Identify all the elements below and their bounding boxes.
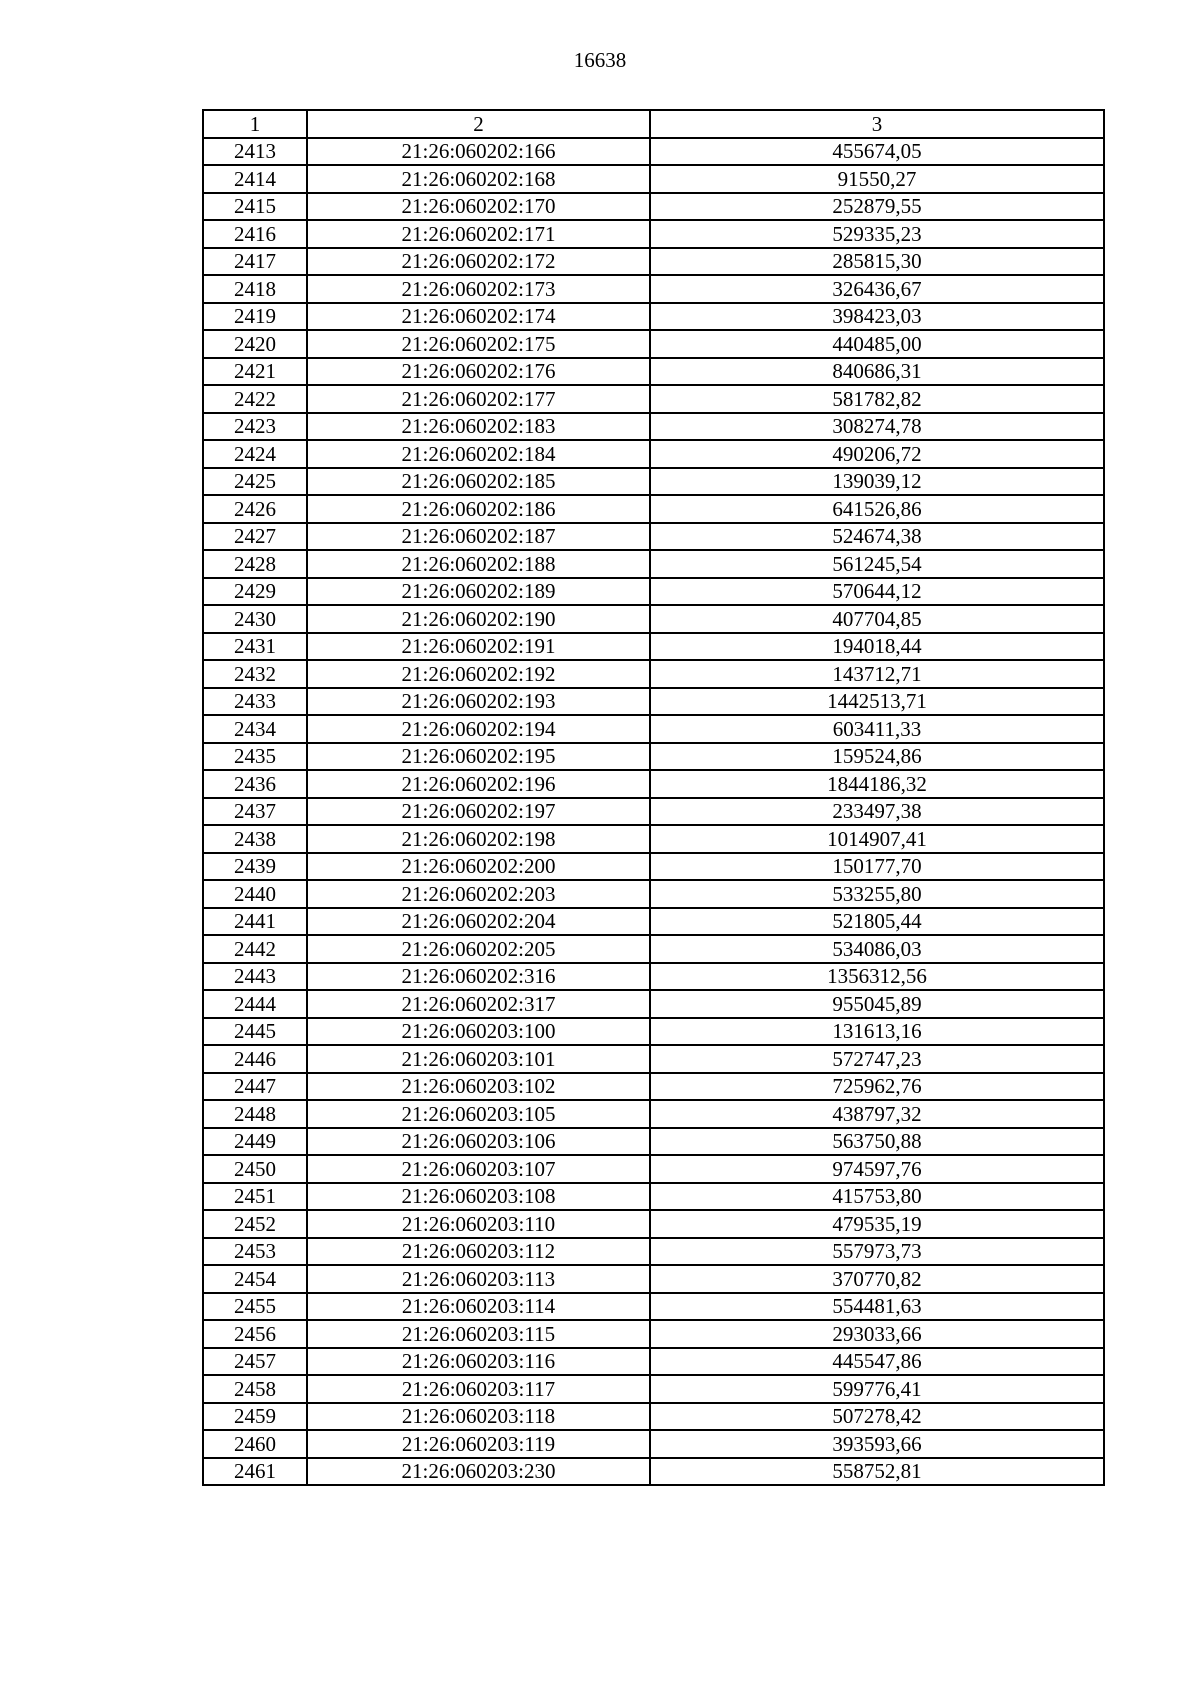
row-number-cell: 2452 (203, 1210, 307, 1238)
row-number-cell: 2413 (203, 138, 307, 166)
value-cell: 554481,63 (650, 1293, 1104, 1321)
page-number: 16638 (573, 48, 627, 72)
row-number-cell: 2459 (203, 1403, 307, 1431)
cadastral-number-cell: 21:26:060202:193 (307, 688, 650, 716)
row-number-cell: 2417 (203, 248, 307, 276)
cadastral-number-cell: 21:26:060202:177 (307, 385, 650, 413)
row-number-cell: 2418 (203, 275, 307, 303)
table-header-row (203, 110, 1104, 138)
table-row (203, 440, 1104, 468)
cadastral-number-cell: 21:26:060203:114 (307, 1293, 650, 1321)
column-header: 1 (203, 110, 307, 138)
table-row (203, 1155, 1104, 1183)
row-number-cell: 2457 (203, 1348, 307, 1376)
row-number-cell: 2449 (203, 1128, 307, 1156)
value-cell: 159524,86 (650, 743, 1104, 771)
value-cell: 326436,67 (650, 275, 1104, 303)
row-number-cell: 2420 (203, 330, 307, 358)
value-cell: 252879,55 (650, 193, 1104, 221)
cadastral-number-cell: 21:26:060202:172 (307, 248, 650, 276)
table-row (203, 688, 1104, 716)
value-cell: 91550,27 (650, 165, 1104, 193)
value-cell: 641526,86 (650, 495, 1104, 523)
cadastral-number-cell: 21:26:060203:113 (307, 1265, 650, 1293)
row-number-cell: 2461 (203, 1458, 307, 1486)
value-cell: 534086,03 (650, 935, 1104, 963)
row-number-cell: 2432 (203, 660, 307, 688)
row-number-cell: 2428 (203, 550, 307, 578)
cadastral-number-cell: 21:26:060203:116 (307, 1348, 650, 1376)
row-number-cell: 2426 (203, 495, 307, 523)
value-cell: 438797,32 (650, 1100, 1104, 1128)
value-cell: 558752,81 (650, 1458, 1104, 1486)
value-cell: 533255,80 (650, 880, 1104, 908)
row-number-cell: 2445 (203, 1018, 307, 1046)
table-row (203, 880, 1104, 908)
cadastral-number-cell: 21:26:060203:102 (307, 1073, 650, 1101)
value-cell: 194018,44 (650, 633, 1104, 661)
value-cell: 131613,16 (650, 1018, 1104, 1046)
cadastral-number-cell: 21:26:060202:184 (307, 440, 650, 468)
table-row (203, 138, 1104, 166)
row-number-cell: 2438 (203, 825, 307, 853)
cadastral-number-cell: 21:26:060203:106 (307, 1128, 650, 1156)
value-cell: 1356312,56 (650, 963, 1104, 991)
value-cell: 561245,54 (650, 550, 1104, 578)
value-cell: 521805,44 (650, 908, 1104, 936)
cadastral-number-cell: 21:26:060202:205 (307, 935, 650, 963)
cadastral-number-cell: 21:26:060203:107 (307, 1155, 650, 1183)
table-row (203, 1320, 1104, 1348)
cadastral-number-cell: 21:26:060202:191 (307, 633, 650, 661)
table-row (203, 1100, 1104, 1128)
cadastral-number-cell: 21:26:060202:200 (307, 853, 650, 881)
cadastral-number-cell: 21:26:060203:108 (307, 1183, 650, 1211)
value-cell: 507278,42 (650, 1403, 1104, 1431)
value-cell: 490206,72 (650, 440, 1104, 468)
cadastral-number-cell: 21:26:060202:168 (307, 165, 650, 193)
value-cell: 840686,31 (650, 358, 1104, 386)
cadastral-number-cell: 21:26:060202:203 (307, 880, 650, 908)
column-header: 3 (650, 110, 1104, 138)
table-row (203, 193, 1104, 221)
row-number-cell: 2429 (203, 578, 307, 606)
cadastral-number-cell: 21:26:060203:230 (307, 1458, 650, 1486)
row-number-cell: 2451 (203, 1183, 307, 1211)
value-cell: 415753,80 (650, 1183, 1104, 1211)
table-row (203, 1403, 1104, 1431)
cadastral-number-cell: 21:26:060202:185 (307, 468, 650, 496)
cadastral-number-cell: 21:26:060202:190 (307, 605, 650, 633)
row-number-cell: 2453 (203, 1238, 307, 1266)
value-cell: 572747,23 (650, 1045, 1104, 1073)
cadastral-number-cell: 21:26:060202:189 (307, 578, 650, 606)
table-row (203, 660, 1104, 688)
table-row (203, 1293, 1104, 1321)
row-number-cell: 2446 (203, 1045, 307, 1073)
value-cell: 293033,66 (650, 1320, 1104, 1348)
cadastral-number-cell: 21:26:060202:187 (307, 523, 650, 551)
row-number-cell: 2442 (203, 935, 307, 963)
value-cell: 440485,00 (650, 330, 1104, 358)
table-row (203, 633, 1104, 661)
value-cell: 285815,30 (650, 248, 1104, 276)
value-cell: 393593,66 (650, 1430, 1104, 1458)
cadastral-number-cell: 21:26:060203:117 (307, 1375, 650, 1403)
row-number-cell: 2421 (203, 358, 307, 386)
row-number-cell: 2423 (203, 413, 307, 441)
row-number-cell: 2439 (203, 853, 307, 881)
cadastral-number-cell: 21:26:060202:195 (307, 743, 650, 771)
row-number-cell: 2448 (203, 1100, 307, 1128)
cadastral-number-cell: 21:26:060202:183 (307, 413, 650, 441)
table-row (203, 248, 1104, 276)
table-row (203, 275, 1104, 303)
table-row (203, 303, 1104, 331)
value-cell: 570644,12 (650, 578, 1104, 606)
value-cell: 557973,73 (650, 1238, 1104, 1266)
cadastral-number-cell: 21:26:060202:188 (307, 550, 650, 578)
table-row (203, 220, 1104, 248)
table-row (203, 495, 1104, 523)
row-number-cell: 2437 (203, 798, 307, 826)
table-row (203, 825, 1104, 853)
row-number-cell: 2443 (203, 963, 307, 991)
table-row (203, 990, 1104, 1018)
table-row (203, 715, 1104, 743)
value-cell: 955045,89 (650, 990, 1104, 1018)
cadastral-number-cell: 21:26:060202:166 (307, 138, 650, 166)
cadastral-number-cell: 21:26:060203:115 (307, 1320, 650, 1348)
value-cell: 370770,82 (650, 1265, 1104, 1293)
row-number-cell: 2435 (203, 743, 307, 771)
row-number-cell: 2440 (203, 880, 307, 908)
table-row (203, 743, 1104, 771)
cadastral-number-cell: 21:26:060203:112 (307, 1238, 650, 1266)
cadastral-number-cell: 21:26:060202:197 (307, 798, 650, 826)
value-cell: 529335,23 (650, 220, 1104, 248)
value-cell: 143712,71 (650, 660, 1104, 688)
value-cell: 524674,38 (650, 523, 1104, 551)
row-number-cell: 2434 (203, 715, 307, 743)
table-row (203, 908, 1104, 936)
table-row (203, 413, 1104, 441)
table-row (203, 1458, 1104, 1486)
cadastral-number-cell: 21:26:060202:171 (307, 220, 650, 248)
table-row (203, 605, 1104, 633)
value-cell: 308274,78 (650, 413, 1104, 441)
cadastral-number-cell: 21:26:060202:198 (307, 825, 650, 853)
data-table (202, 109, 1105, 1486)
column-header: 2 (307, 110, 650, 138)
row-number-cell: 2433 (203, 688, 307, 716)
row-number-cell: 2444 (203, 990, 307, 1018)
table-row (203, 853, 1104, 881)
cadastral-number-cell: 21:26:060203:100 (307, 1018, 650, 1046)
value-cell: 725962,76 (650, 1073, 1104, 1101)
value-cell: 407704,85 (650, 605, 1104, 633)
row-number-cell: 2424 (203, 440, 307, 468)
table-row (203, 1045, 1104, 1073)
value-cell: 445547,86 (650, 1348, 1104, 1376)
row-number-cell: 2430 (203, 605, 307, 633)
table-row (203, 468, 1104, 496)
row-number-cell: 2458 (203, 1375, 307, 1403)
cadastral-number-cell: 21:26:060202:192 (307, 660, 650, 688)
table-row (203, 385, 1104, 413)
cadastral-number-cell: 21:26:060202:196 (307, 770, 650, 798)
row-number-cell: 2460 (203, 1430, 307, 1458)
table-row (203, 1430, 1104, 1458)
table-row (203, 1265, 1104, 1293)
table-row (203, 358, 1104, 386)
row-number-cell: 2455 (203, 1293, 307, 1321)
row-number-cell: 2422 (203, 385, 307, 413)
cadastral-number-cell: 21:26:060202:186 (307, 495, 650, 523)
table-row (203, 578, 1104, 606)
cadastral-number-cell: 21:26:060202:170 (307, 193, 650, 221)
value-cell: 1442513,71 (650, 688, 1104, 716)
value-cell: 599776,41 (650, 1375, 1104, 1403)
cadastral-number-cell: 21:26:060203:101 (307, 1045, 650, 1073)
value-cell: 398423,03 (650, 303, 1104, 331)
row-number-cell: 2415 (203, 193, 307, 221)
table-row (203, 1375, 1104, 1403)
value-cell: 455674,05 (650, 138, 1104, 166)
table-row (203, 935, 1104, 963)
value-cell: 479535,19 (650, 1210, 1104, 1238)
row-number-cell: 2454 (203, 1265, 307, 1293)
row-number-cell: 2436 (203, 770, 307, 798)
row-number-cell: 2425 (203, 468, 307, 496)
value-cell: 139039,12 (650, 468, 1104, 496)
value-cell: 581782,82 (650, 385, 1104, 413)
table-body (203, 138, 1104, 1486)
table-row (203, 963, 1104, 991)
table-row (203, 1238, 1104, 1266)
table-row (203, 770, 1104, 798)
table-row (203, 550, 1104, 578)
row-number-cell: 2441 (203, 908, 307, 936)
cadastral-number-cell: 21:26:060203:105 (307, 1100, 650, 1128)
cadastral-number-cell: 21:26:060202:317 (307, 990, 650, 1018)
row-number-cell: 2414 (203, 165, 307, 193)
table-row (203, 1128, 1104, 1156)
table-row (203, 523, 1104, 551)
table-row (203, 1073, 1104, 1101)
row-number-cell: 2447 (203, 1073, 307, 1101)
row-number-cell: 2450 (203, 1155, 307, 1183)
cadastral-number-cell: 21:26:060203:119 (307, 1430, 650, 1458)
cadastral-number-cell: 21:26:060202:173 (307, 275, 650, 303)
row-number-cell: 2456 (203, 1320, 307, 1348)
row-number-cell: 2416 (203, 220, 307, 248)
cadastral-number-cell: 21:26:060202:316 (307, 963, 650, 991)
value-cell: 150177,70 (650, 853, 1104, 881)
row-number-cell: 2419 (203, 303, 307, 331)
row-number-cell: 2427 (203, 523, 307, 551)
value-cell: 974597,76 (650, 1155, 1104, 1183)
table-row (203, 1018, 1104, 1046)
cadastral-number-cell: 21:26:060202:204 (307, 908, 650, 936)
cadastral-number-cell: 21:26:060202:176 (307, 358, 650, 386)
cadastral-number-cell: 21:26:060203:118 (307, 1403, 650, 1431)
value-cell: 1014907,41 (650, 825, 1104, 853)
cadastral-number-cell: 21:26:060202:174 (307, 303, 650, 331)
value-cell: 563750,88 (650, 1128, 1104, 1156)
table-row (203, 1183, 1104, 1211)
cadastral-number-cell: 21:26:060202:194 (307, 715, 650, 743)
cadastral-number-cell: 21:26:060203:110 (307, 1210, 650, 1238)
row-number-cell: 2431 (203, 633, 307, 661)
table-row (203, 330, 1104, 358)
cadastral-number-cell: 21:26:060202:175 (307, 330, 650, 358)
table-row (203, 165, 1104, 193)
value-cell: 603411,33 (650, 715, 1104, 743)
table-row (203, 798, 1104, 826)
table-row (203, 1210, 1104, 1238)
table-row (203, 1348, 1104, 1376)
value-cell: 1844186,32 (650, 770, 1104, 798)
value-cell: 233497,38 (650, 798, 1104, 826)
